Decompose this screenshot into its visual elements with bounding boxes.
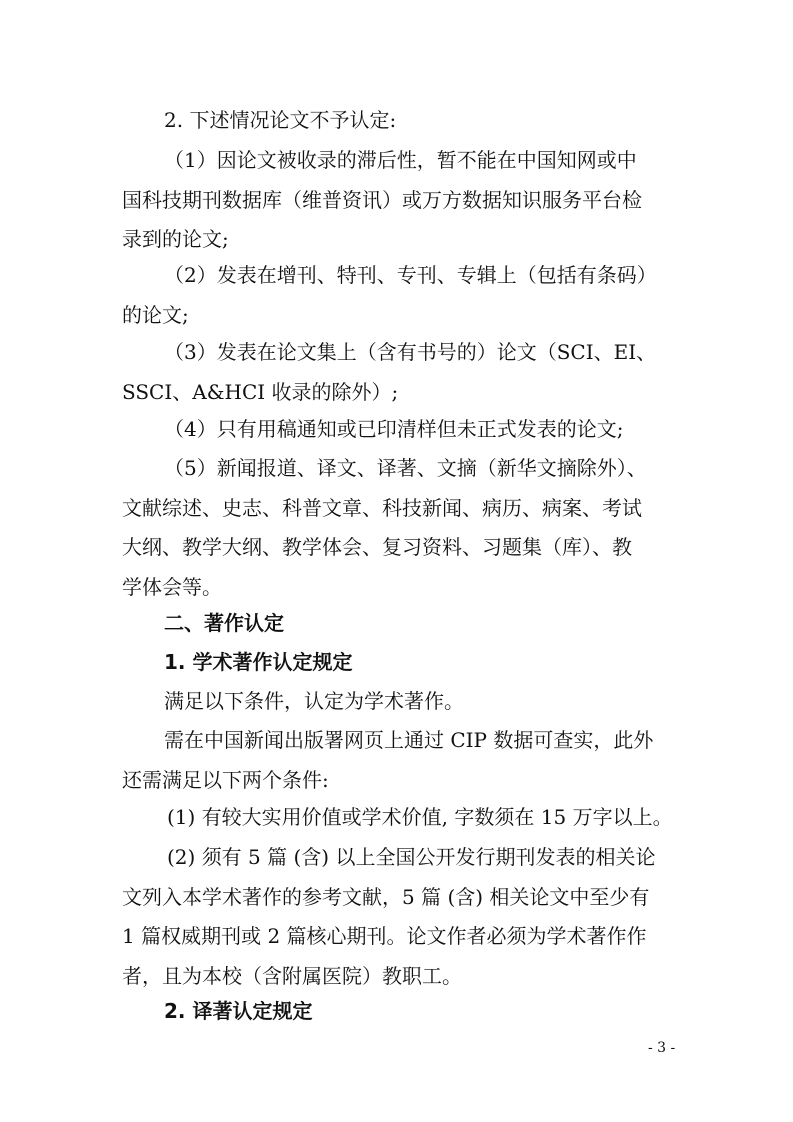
text-line: （1）因论文被收录的滞后性，暂不能在中国知网或中 — [164, 148, 637, 172]
subsection-heading-academic-works — [122, 643, 682, 683]
item-2-paragraph — [122, 256, 682, 335]
text-line: 大纲、教学大纲、教学体会、复习资料、习题集（库）、教 — [122, 535, 632, 559]
text-line: 国科技期刊数据库（维普资讯）或万方数据知识服务平台检 — [122, 187, 642, 212]
text-line: 者，且为本校（含附属医院）教职工。 — [122, 963, 462, 988]
text-line: 学体会等。 — [122, 574, 222, 599]
section-heading-works — [122, 604, 682, 644]
heading-text: 2. 译著认定规定 — [164, 999, 313, 1023]
cip-requirement-paragraph — [122, 721, 682, 800]
text-line: SSCI、A&HCI 收录的除外）; — [122, 379, 399, 404]
text-line: 文献综述、史志、科普文章、科技新闻、病历、病案、考试 — [122, 495, 642, 520]
text-line: 录到的论文; — [122, 227, 229, 251]
item-4-paragraph — [122, 410, 682, 450]
text-line: 的论文; — [122, 302, 189, 327]
condition-1-paragraph — [122, 798, 682, 838]
heading-text: 二、著作认定 — [164, 611, 284, 635]
text-line: 1 篇权威期刊或 2 篇核心期刊。论文作者必须为学术著作作 — [122, 924, 647, 948]
text-line: 文列入本学术著作的参考文献，5 篇 (含) 相关论文中至少有 — [122, 884, 650, 909]
conditions-intro-paragraph — [122, 682, 682, 722]
text-line: 还需满足以下两个条件: — [122, 767, 329, 792]
item-5-paragraph — [122, 449, 682, 607]
heading-text: 1. 学术著作认定规定 — [164, 650, 353, 674]
clause-2-heading — [122, 101, 682, 141]
text-line: (1) 有较大实用价值或学术价值, 字数须在 15 万字以上。 — [167, 805, 673, 829]
text-line: 满足以下条件，认定为学术著作。 — [164, 689, 464, 713]
text-line: （4）只有用稿通知或已印清样但未正式发表的论文; — [164, 417, 624, 441]
condition-2-paragraph — [122, 838, 682, 996]
text-line: (2) 须有 5 篇 (含) 以上全国公开发行期刊发表的相关论 — [167, 845, 656, 869]
text-line: 需在中国新闻出版署网页上通过 CIP 数据可查实，此外 — [164, 728, 654, 752]
text-line: （3）发表在论文集上（含有书号的）论文（SCI、EI、 — [164, 340, 657, 364]
text-line: （2）发表在增刊、特刊、专刊、专辑上（包括有条码） — [164, 263, 657, 287]
subsection-heading-translations — [122, 992, 682, 1032]
text-line: （5）新闻报道、译文、译著、文摘（新华文摘除外）、 — [164, 456, 647, 480]
page-number: - 3 - — [648, 1040, 676, 1056]
text-line: 2. 下述情况论文不予认定: — [164, 108, 397, 132]
item-1-paragraph — [122, 141, 682, 260]
item-3-paragraph — [122, 333, 682, 412]
